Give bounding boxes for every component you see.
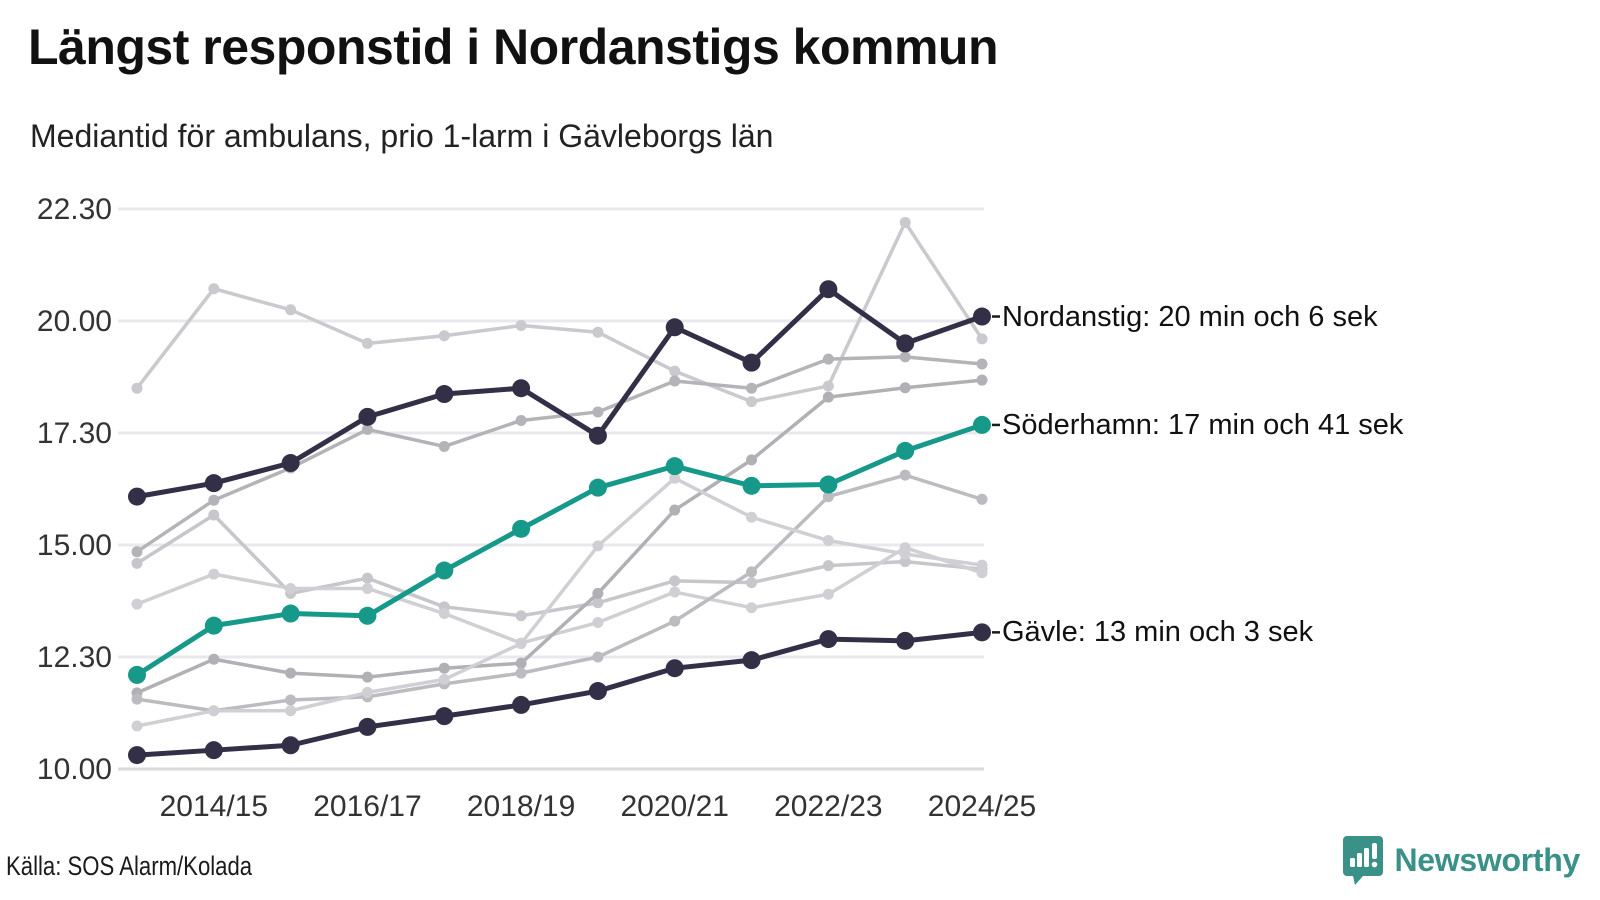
series-line-övrig kommun 5 bbox=[137, 380, 982, 693]
data-point-Gävle bbox=[282, 736, 300, 754]
data-point-övrig kommun 6 bbox=[900, 470, 911, 481]
y-axis-tick-label: 22.30 bbox=[36, 193, 112, 226]
data-point-övrig kommun 2 bbox=[900, 351, 911, 362]
page-title: Längst responstid i Nordanstigs kommun bbox=[28, 19, 998, 75]
series-line-övrig kommun 3 bbox=[137, 515, 982, 616]
data-point-övrig kommun 2 bbox=[516, 415, 527, 426]
x-axis-tick-label: 2020/21 bbox=[620, 790, 729, 823]
data-point-övrig kommun 3 bbox=[362, 573, 373, 584]
data-point-övrig kommun 6 bbox=[592, 652, 603, 663]
newsworthy-brand bbox=[1341, 834, 1581, 886]
data-point-övrig kommun 7 bbox=[132, 720, 143, 731]
data-point-Söderhamn bbox=[666, 457, 684, 475]
data-point-Söderhamn bbox=[358, 607, 376, 625]
data-point-övrig kommun 4 bbox=[669, 587, 680, 598]
data-point-övrig kommun 6 bbox=[977, 494, 988, 505]
data-point-Gävle bbox=[973, 623, 991, 641]
y-axis-tick-label: 15.00 bbox=[36, 529, 112, 562]
data-point-övrig kommun 3 bbox=[746, 577, 757, 588]
series-label-nordanstig: Nordanstig: 20 min och 6 sek bbox=[1002, 300, 1378, 333]
data-point-övrig kommun 4 bbox=[362, 583, 373, 594]
source-caption: Källa: SOS Alarm/Kolada bbox=[6, 851, 253, 881]
data-point-övrig kommun 5 bbox=[285, 668, 296, 679]
data-point-övrig kommun 7 bbox=[823, 535, 834, 546]
data-point-övrig kommun 2 bbox=[823, 354, 834, 365]
data-point-övrig kommun 7 bbox=[362, 687, 373, 698]
data-point-övrig kommun 2 bbox=[592, 406, 603, 417]
data-point-övrig kommun 1 bbox=[823, 380, 834, 391]
data-point-övrig kommun 3 bbox=[516, 610, 527, 621]
data-point-Nordanstig bbox=[666, 318, 684, 336]
data-point-Söderhamn bbox=[819, 476, 837, 494]
data-point-övrig kommun 5 bbox=[439, 663, 450, 674]
x-axis-tick-label: 2024/25 bbox=[927, 790, 1037, 823]
newsworthy-wordmark: Newsworthy bbox=[1394, 841, 1580, 878]
data-point-övrig kommun 1 bbox=[900, 217, 911, 228]
data-point-Gävle bbox=[589, 682, 607, 700]
data-point-övrig kommun 5 bbox=[669, 505, 680, 516]
y-axis-tick-label: 12.30 bbox=[36, 641, 112, 674]
data-point-Nordanstig bbox=[819, 280, 837, 298]
data-point-Nordanstig bbox=[512, 379, 530, 397]
data-point-övrig kommun 7 bbox=[208, 705, 219, 716]
data-point-Söderhamn bbox=[282, 605, 300, 623]
data-point-Gävle bbox=[435, 707, 453, 725]
data-point-Gävle bbox=[358, 718, 376, 736]
data-point-Söderhamn bbox=[743, 477, 761, 495]
y-axis-tick-label: 10.00 bbox=[36, 753, 112, 786]
data-point-övrig kommun 7 bbox=[439, 674, 450, 685]
data-point-Nordanstig bbox=[358, 408, 376, 426]
data-point-övrig kommun 5 bbox=[362, 672, 373, 683]
data-point-Söderhamn bbox=[973, 416, 991, 434]
data-point-övrig kommun 4 bbox=[208, 569, 219, 580]
data-point-övrig kommun 1 bbox=[516, 320, 527, 331]
chart-subtitle: Mediantid för ambulans, prio 1-larm i Gävleborgs län bbox=[30, 118, 774, 154]
data-point-Gävle bbox=[743, 651, 761, 669]
data-point-övrig kommun 1 bbox=[669, 366, 680, 377]
data-point-övrig kommun 1 bbox=[439, 330, 450, 341]
data-point-Nordanstig bbox=[128, 488, 146, 506]
x-axis-tick-label: 2014/15 bbox=[159, 790, 269, 823]
data-point-övrig kommun 7 bbox=[746, 512, 757, 523]
data-point-Söderhamn bbox=[589, 479, 607, 497]
data-point-övrig kommun 2 bbox=[746, 383, 757, 394]
data-point-Söderhamn bbox=[128, 666, 146, 684]
data-point-övrig kommun 5 bbox=[516, 658, 527, 669]
data-point-övrig kommun 4 bbox=[285, 583, 296, 594]
data-point-övrig kommun 7 bbox=[285, 705, 296, 716]
data-point-övrig kommun 1 bbox=[977, 333, 988, 344]
series-line-övrig kommun 2 bbox=[137, 357, 982, 552]
data-point-Nordanstig bbox=[282, 454, 300, 472]
data-point-övrig kommun 1 bbox=[285, 304, 296, 315]
data-point-övrig kommun 7 bbox=[900, 548, 911, 559]
data-point-övrig kommun 3 bbox=[669, 575, 680, 586]
data-point-Nordanstig bbox=[205, 474, 223, 492]
data-point-Nordanstig bbox=[973, 308, 991, 326]
data-point-övrig kommun 1 bbox=[746, 396, 757, 407]
data-point-Nordanstig bbox=[743, 354, 761, 372]
data-point-Gävle bbox=[819, 630, 837, 648]
data-point-övrig kommun 1 bbox=[208, 283, 219, 294]
series-line-övrig kommun 1 bbox=[137, 222, 982, 401]
series-line-Gävle bbox=[137, 632, 982, 755]
data-point-Söderhamn bbox=[512, 520, 530, 538]
data-point-övrig kommun 4 bbox=[439, 608, 450, 619]
x-axis-tick-label: 2016/17 bbox=[313, 790, 422, 823]
data-point-övrig kommun 4 bbox=[592, 617, 603, 628]
y-axis-tick-label: 17.30 bbox=[36, 417, 112, 450]
data-point-övrig kommun 5 bbox=[592, 588, 603, 599]
newsworthy-logo-icon bbox=[1341, 834, 1385, 886]
data-point-övrig kommun 1 bbox=[362, 338, 373, 349]
data-point-övrig kommun 6 bbox=[285, 695, 296, 706]
data-point-Gävle bbox=[512, 696, 530, 714]
series-label-soderhamn: Söderhamn: 17 min och 41 sek bbox=[1002, 408, 1404, 441]
data-point-övrig kommun 2 bbox=[208, 495, 219, 506]
data-point-övrig kommun 7 bbox=[516, 638, 527, 649]
data-point-Gävle bbox=[666, 659, 684, 677]
data-point-övrig kommun 5 bbox=[977, 375, 988, 386]
data-point-övrig kommun 2 bbox=[977, 359, 988, 370]
data-point-övrig kommun 1 bbox=[592, 327, 603, 338]
data-point-övrig kommun 4 bbox=[823, 589, 834, 600]
data-point-övrig kommun 4 bbox=[746, 602, 757, 613]
data-point-övrig kommun 4 bbox=[132, 599, 143, 610]
data-point-övrig kommun 2 bbox=[669, 376, 680, 387]
y-axis-tick-label: 20.00 bbox=[36, 305, 112, 338]
data-point-övrig kommun 5 bbox=[823, 392, 834, 403]
data-point-övrig kommun 7 bbox=[977, 560, 988, 571]
data-point-övrig kommun 6 bbox=[746, 566, 757, 577]
series-line-övrig kommun 7 bbox=[137, 478, 982, 726]
data-point-övrig kommun 7 bbox=[592, 540, 603, 551]
data-point-Nordanstig bbox=[589, 427, 607, 445]
data-point-övrig kommun 5 bbox=[208, 654, 219, 665]
data-point-Söderhamn bbox=[435, 562, 453, 580]
data-point-övrig kommun 5 bbox=[746, 454, 757, 465]
data-point-Nordanstig bbox=[435, 385, 453, 403]
data-point-övrig kommun 6 bbox=[516, 668, 527, 679]
data-point-övrig kommun 3 bbox=[823, 560, 834, 571]
data-point-Nordanstig bbox=[896, 334, 914, 352]
x-axis-tick-label: 2018/19 bbox=[466, 790, 576, 823]
data-point-Gävle bbox=[205, 741, 223, 759]
data-point-övrig kommun 2 bbox=[439, 441, 450, 452]
data-point-övrig kommun 1 bbox=[132, 383, 143, 394]
data-point-övrig kommun 6 bbox=[669, 616, 680, 627]
data-point-Söderhamn bbox=[896, 442, 914, 460]
data-point-Söderhamn bbox=[205, 617, 223, 635]
x-axis-tick-label: 2022/23 bbox=[774, 790, 883, 823]
data-point-övrig kommun 3 bbox=[132, 558, 143, 569]
data-point-övrig kommun 2 bbox=[132, 546, 143, 557]
data-point-Gävle bbox=[128, 746, 146, 764]
data-point-övrig kommun 6 bbox=[132, 694, 143, 705]
data-point-övrig kommun 5 bbox=[900, 382, 911, 393]
series-label-gavle: Gävle: 13 min och 3 sek bbox=[1002, 616, 1314, 649]
data-point-övrig kommun 3 bbox=[208, 509, 219, 520]
data-point-Gävle bbox=[896, 632, 914, 650]
